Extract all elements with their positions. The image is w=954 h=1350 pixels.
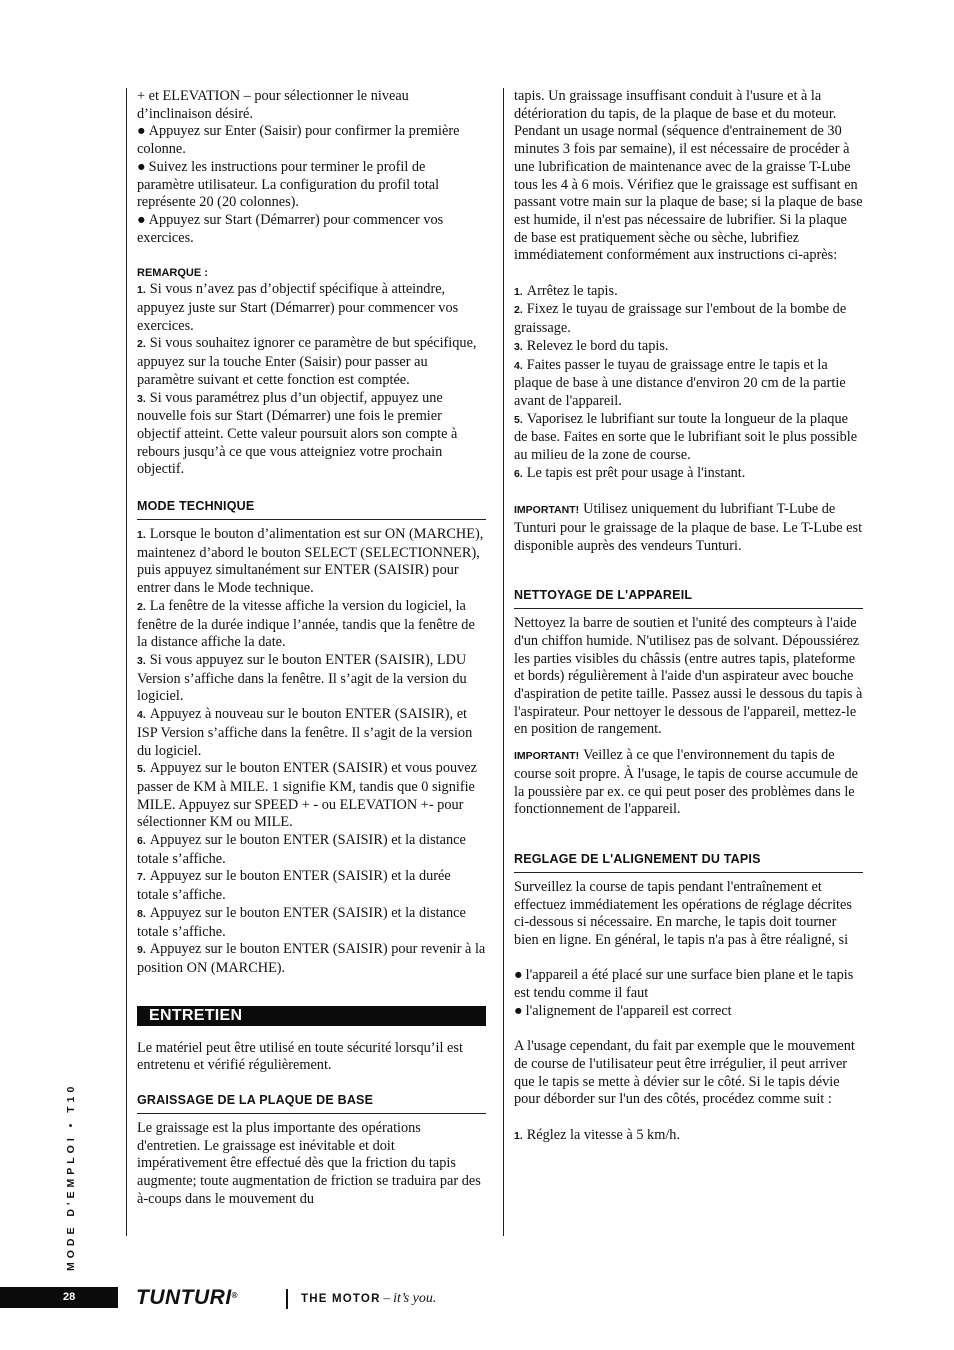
intro-bullet: [137, 159, 486, 212]
item-text: Si vous souhaitez ignorer ce paramètre de but spécifique, appuyez sur la touche Enter (Saisir) pour passer au paramètre suivant et cette fonction est comptée.: [137, 335, 477, 388]
item-number: 1.: [137, 284, 146, 297]
mode-item: [137, 832, 486, 868]
item-number: 5.: [137, 763, 146, 776]
remarque-heading: REMARQUE :: [137, 267, 208, 280]
item-number: 1.: [514, 1129, 523, 1142]
intro-bullet-text: Appuyez sur Start (Démarrer) pour commencer vos exercices.: [137, 211, 444, 246]
item-text: Si vous appuyez sur le bouton ENTER (SAISIR), LDU Version s’affiche dans la fenêtre. Il s’agit de la version du logiciel.: [137, 651, 467, 705]
mode-item: [137, 868, 486, 904]
mode-item: [137, 526, 486, 598]
intro-bullet-text: Appuyez sur Enter (Saisir) pour confirmer la première colonne.: [137, 123, 460, 158]
reglage-heading: REGLAGE DE L'ALIGNEMENT DU TAPIS: [514, 852, 863, 873]
item-number: 6.: [137, 835, 146, 848]
item-text: Appuyez à nouveau sur le bouton ENTER (SAISIR), et ISP Version s’affiche dans la fenêtre. Il s’agit de la version du logiciel.: [137, 706, 473, 759]
intro-bullet: [137, 212, 486, 247]
bullet-icon: ●: [137, 158, 146, 175]
item-text: Le tapis est prêt pour usage à l'instant.: [526, 464, 746, 481]
item-number: 4.: [137, 709, 146, 722]
item-number: 2.: [137, 338, 146, 351]
side-label-text: MODE D'EMPLOI • T10: [65, 1082, 77, 1271]
reglage-bullet: [514, 967, 863, 1002]
important-text: Utilisez uniquement du lubrifiant T-Lube de Tunturi pour le graissage de la plaque de base. Le T-Lube est disponible auprès des vendeurs Tunturi.: [514, 501, 863, 554]
bullet-text: l'alignement de l'appareil est correct: [525, 1002, 732, 1019]
item-text: Appuyez sur le bouton ENTER (SAISIR) et la distance totale s’affiche.: [137, 904, 466, 940]
intro-bullet-text: Suivez les instructions pour terminer le profil de paramètre utilisateur. La configuration du profil total représente 20 (20 colonnes).: [137, 158, 440, 211]
item-text: Lorsque le bouton d’alimentation est sur ON (MARCHE), maintenez d’abord le bouton SELECT (SELECTIONNER), puis appuyez simultanément sur ENTER (SAISIR) pour entrer dans le Mode technique.: [137, 526, 484, 597]
graissage-step: [514, 411, 863, 465]
intro-line: + et ELEVATION – pour sélectionner le niveau d’inclinaison désiré.: [137, 88, 409, 122]
item-number: 3.: [137, 392, 146, 405]
item-text: Relevez le bord du tapis.: [526, 337, 669, 354]
item-number: 5.: [514, 413, 523, 426]
important-note-1: [514, 501, 863, 555]
mode-item: [137, 652, 486, 706]
item-text: Fixez le tuyau de graissage sur l'embout de la bombe de graissage.: [514, 301, 847, 337]
nettoyage-text: Nettoyez la barre de soutien et l'unité des compteurs à l'aide d'un chiffon humide. N'utilisez pas de solvant. Dépoussiérez les parties visibles du châssis (entre autres tapis, plateforme et bords) régulièrement à l'aide d'un aspirateur avec bouche d'aspiration de petite taille. Passez aussi le dessous du tapis à l'aspirateur. Pour nettoyer le dessous de l'appareil, mettez-le en position de rangement.: [514, 615, 863, 738]
brand-name: TUNTURI: [136, 1286, 232, 1309]
item-number: 1.: [137, 529, 146, 542]
item-text: Appuyez sur le bouton ENTER (SAISIR) pour revenir à la position ON (MARCHE).: [137, 941, 486, 976]
item-text: Si vous n’avez pas d’objectif spécifique à atteindre, appuyez juste sur Start (Démarrer) pour commencer vos exercices.: [137, 281, 459, 334]
brand-tagline: [301, 1290, 436, 1307]
important-label: IMPORTANT!: [514, 504, 580, 517]
graissage-step: [514, 357, 863, 411]
important-label: IMPORTANT!: [514, 750, 580, 763]
item-number: 1.: [514, 285, 523, 298]
brand-divider: [286, 1289, 288, 1309]
mode-item: [137, 760, 486, 832]
tagline-dash: –: [383, 1290, 391, 1305]
item-text: Vaporisez le lubrifiant sur toute la longueur de la plaque de base. Faites en sorte que le lubrifiant soit le plus possible au milieu de la zone de course.: [514, 410, 858, 464]
reglage-text: Surveillez la course de tapis pendant l'entraînement et effectuez immédiatement les opérations de réglage décrites ci-dessous si nécessaire. En marche, le tapis doit tourner bien en ligne. En général, le tapis n'a pas à être réaligné, si: [514, 878, 852, 949]
item-text: Arrêtez le tapis.: [526, 282, 618, 299]
item-number: 4.: [514, 359, 523, 372]
bullet-icon: ●: [137, 211, 146, 228]
item-number: 6.: [514, 467, 523, 480]
side-label: [64, 1082, 78, 1271]
graissage-text: Le graissage est la plus importante des opérations d'entretien. Le graissage est inévitable et doit impérativement être effectué dès que la friction du tapis augmente; toute augmentation de friction se traduira par des à-coups dans le mouvement du: [137, 1120, 481, 1207]
bullet-text: l'appareil a été placé sur une surface bien plane et le tapis est tendu comme il faut: [514, 967, 854, 1002]
entretien-intro: Le matériel peut être utilisé en toute sécurité lorsqu’il est entretenu et vérifié régulièrement.: [137, 1039, 463, 1074]
graissage-heading: GRAISSAGE DE LA PLAQUE DE BASE: [137, 1093, 486, 1114]
tunturi-logo: [136, 1287, 238, 1309]
item-text: Réglez la vitesse à 5 km/h.: [526, 1126, 681, 1143]
item-text: Faites passer le tuyau de graissage entre le tapis et la plaque de base à une distance d'environ 20 cm de la partie avant de l'appareil.: [514, 356, 846, 409]
reglage-text-2: A l'usage cependant, du fait par exemple que le mouvement de course de l'utilisateur peut être irrégulier, il peut arriver que le tapis se mette à dévier sur le côté. Si le tapis dévie pour déborder sur l'un des côtés, procédez comme suit :: [514, 1038, 855, 1108]
mode-item: [137, 905, 486, 941]
bullet-icon: ●: [514, 967, 523, 984]
item-text: Appuyez sur le bouton ENTER (SAISIR) et la distance totale s’affiche.: [137, 832, 466, 867]
page-number-box: [0, 1287, 118, 1308]
bullet-icon: ●: [514, 1002, 523, 1019]
item-number: 9.: [137, 944, 146, 957]
page-number: 28: [63, 1291, 76, 1303]
item-text: La fenêtre de la vitesse affiche la version du logiciel, la fenêtre de la durée indique l’année, tandis que la fenêtre de la distance affiche la date.: [137, 597, 475, 651]
graissage-step: [514, 301, 863, 337]
registered-mark: ®: [231, 1291, 239, 1300]
tagline-motor: THE MOTOR: [301, 1293, 381, 1305]
left-column: [126, 88, 486, 1236]
bullet-icon: ●: [137, 123, 146, 140]
remarque-item: [137, 281, 486, 335]
mode-item: [137, 941, 486, 977]
mode-item: [137, 598, 486, 652]
important-note-2: [514, 747, 863, 819]
important-text: Veillez à ce que l'environnement du tapis de course soit propre. À l'usage, le tapis de course accumule de la poussière par ex. ce qui peut poser des problèmes dans le fonctionnement de l'appareil.: [514, 747, 858, 818]
intro-bullet: [137, 123, 486, 158]
item-text: Si vous paramétrez plus d’un objectif, appuyez une nouvelle fois sur Start (Démarrer) une fois le premier objectif atteint. Cette valeur poursuit alors son compte à rebours jusqu’à ce que vous atteigniez votre prochain objectif.: [137, 389, 458, 478]
graissage-step: [514, 338, 863, 357]
remarque-item: [137, 335, 486, 389]
item-number: 3.: [137, 654, 146, 667]
item-text: Appuyez sur le bouton ENTER (SAISIR) et vous pouvez passer de KM à MILE. 1 signifie KM, tandis que 0 signifie MILE. Appuyez sur SPEED + - ou ELEVATION +- pour sélectionner KM ou MILE.: [137, 760, 477, 831]
reglage-step: [514, 1127, 863, 1146]
right-column: [503, 88, 863, 1236]
item-text: Appuyez sur le bouton ENTER (SAISIR) et la durée totale s’affiche.: [137, 868, 451, 904]
graissage-continued: tapis. Un graissage insuffisant conduit à l'usure et à la détérioration du tapis, de la plaque de base et du moteur. Pendant un usage normal (séquence d'entrainement de 30 minutes 3 fois par semaine), il est nécessaire de procéder à une lubrification de maintenance avec de la graisse T-Lube tous les 4 à 6 mois. Vérifiez que le graissage est suffisant en passant votre main sur la plaque de base; si la plaque de base est humide, il n'est pas nécessaire de lubrifier. Si la plaque de base est pratiquement sèche ou sèche, lubrifiez immédiatement conformément aux instructions ci-après:: [514, 88, 863, 264]
nettoyage-heading: NETTOYAGE DE L'APPAREIL: [514, 588, 863, 609]
mode-item: [137, 706, 486, 760]
reglage-bullet: [514, 1003, 863, 1021]
tagline-you: it’s you.: [393, 1291, 437, 1306]
chapter-title-bar: ENTRETIEN: [137, 1006, 486, 1026]
item-number: 3.: [514, 340, 523, 353]
item-number: 8.: [137, 907, 146, 920]
remarque-item: [137, 390, 486, 480]
mode-technique-heading: MODE TECHNIQUE: [137, 499, 486, 520]
graissage-step: [514, 465, 863, 484]
item-number: 2.: [137, 600, 146, 613]
graissage-step: [514, 283, 863, 302]
item-number: 7.: [137, 871, 146, 884]
item-number: 2.: [514, 304, 523, 317]
